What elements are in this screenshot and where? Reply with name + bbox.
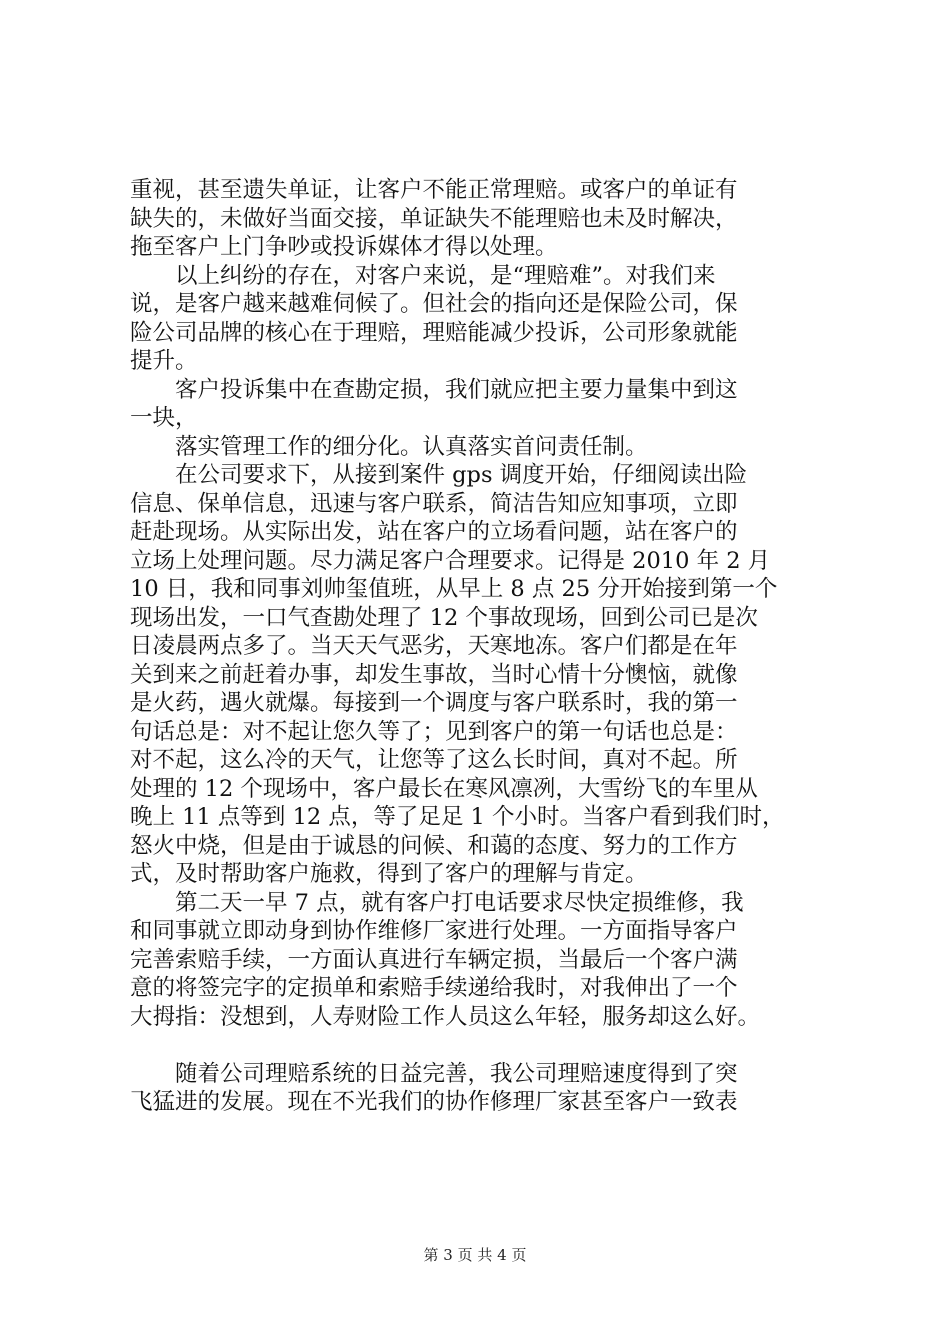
text-line: 立场上处理问题。尽力满足客户合理要求。记得是 2010 年 2 月 bbox=[130, 547, 771, 574]
text-line: 处理的 12 个现场中，客户最长在寒风凛冽，大雪纷飞的车里从 bbox=[130, 775, 758, 802]
text-line: 在公司要求下，从接到案件 gps 调度开始，仔细阅读出险 bbox=[130, 462, 748, 488]
text-line: 句话总是：对不起让您久等了；见到客户的第一句话也总是： bbox=[130, 718, 738, 745]
text-line: 险公司品牌的核心在于理赔，理赔能减少投诉，公司形象就能 bbox=[130, 319, 738, 346]
text-line: 日凌晨两点多了。当天天气恶劣，天寒地冻。客户们都是在年 bbox=[130, 633, 738, 659]
document-body bbox=[130, 176, 835, 1117]
text-line: 赶赴现场。从实际出发，站在客户的立场看问题，站在客户的 bbox=[130, 519, 738, 545]
text-line: 式，及时帮助客户施救，得到了客户的理解与肯定。 bbox=[130, 861, 648, 887]
text-line: 第二天一早 7 点，就有客户打电话要求尽快定损维修，我 bbox=[130, 889, 744, 916]
text-line: 和同事就立即动身到协作维修厂家进行处理。一方面指导客户 bbox=[130, 918, 738, 944]
text-line: 提升。 bbox=[130, 348, 198, 374]
text-line: 落实管理工作的细分化。认真落实首问责任制。 bbox=[130, 433, 648, 460]
text-line: 意的将签完字的定损单和索赔手续递给我时，对我伸出了一个 bbox=[130, 975, 738, 1001]
text-line: 拖至客户上门争吵或投诉媒体才得以处理。 bbox=[130, 234, 558, 260]
text-line: 完善索赔手续，一方面认真进行车辆定损，当最后一个客户满 bbox=[130, 946, 738, 973]
page-number-label: 第 3 页 共 4 页 bbox=[423, 1246, 527, 1264]
page-footer bbox=[0, 1245, 950, 1265]
text-line: 10 日，我和同事刘帅玺值班，从早上 8 点 25 分开始接到第一个 bbox=[130, 576, 778, 602]
text-line: 怒火中烧，但是由于诚恳的问候、和蔼的态度、努力的工作方 bbox=[130, 832, 738, 859]
text-line: 对不起，这么冷的天气，让您等了这么长时间，真对不起。所 bbox=[130, 747, 738, 773]
text-line: 客户投诉集中在查勘定损，我们就应把主要力量集中到这 bbox=[130, 376, 738, 403]
text-line: 晚上 11 点等到 12 点，等了足足 1 个小时。当客户看到我们时， bbox=[130, 804, 785, 830]
text-line: 说，是客户越来越难伺候了。但社会的指向还是保险公司，保 bbox=[130, 291, 738, 317]
blank-line bbox=[130, 1031, 835, 1060]
text-line: 一块， bbox=[130, 405, 198, 431]
text-line: 重视，甚至遗失单证，让客户不能正常理赔。或客户的单证有 bbox=[130, 177, 738, 203]
text-line: 缺失的，未做好当面交接，单证缺失不能理赔也未及时解决， bbox=[130, 205, 738, 232]
text-line: 是火药，遇火就爆。每接到一个调度与客户联系时，我的第一 bbox=[130, 690, 738, 716]
text-line: 飞猛进的发展。现在不光我们的协作修理厂家甚至客户一致表 bbox=[130, 1089, 738, 1115]
text-line: 信息、保单信息，迅速与客户联系，简洁告知应知事项，立即 bbox=[130, 490, 738, 517]
text-line: 大拇指：没想到，人寿财险工作人员这么年轻，服务却这么好。 bbox=[130, 1003, 761, 1030]
text-line: 随着公司理赔系统的日益完善，我公司理赔速度得到了突 bbox=[130, 1060, 738, 1087]
text-line: 关到来之前赶着办事，却发生事故，当时心情十分懊恼，就像 bbox=[130, 661, 738, 688]
text-line: 以上纠纷的存在，对客户来说，是“理赔难”。对我们来 bbox=[130, 262, 716, 289]
text-line: 现场出发，一口气查勘处理了 12 个事故现场，回到公司已是次 bbox=[130, 604, 758, 631]
